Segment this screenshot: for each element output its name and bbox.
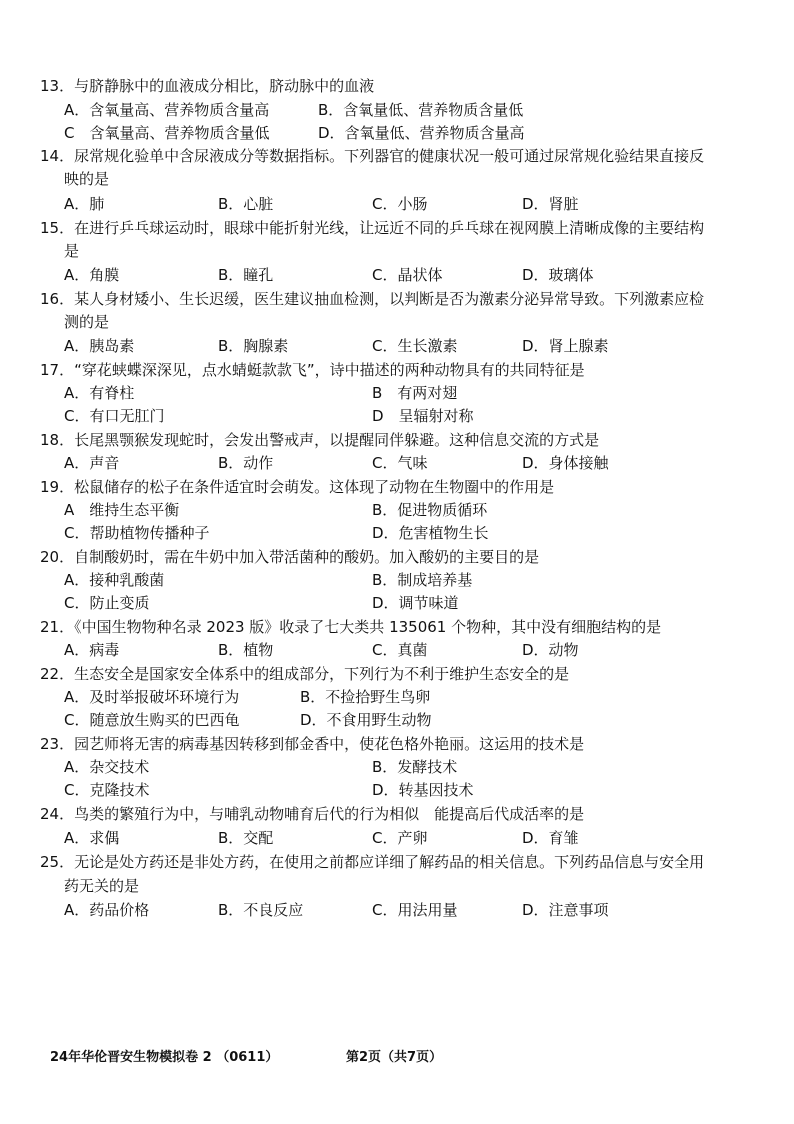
- question-25-option-a: A．药品价格: [64, 901, 150, 919]
- question-16-stem-cont: 测的是: [64, 313, 110, 331]
- footer-page-number: 第2页（共7页）: [346, 1050, 443, 1065]
- question-20-option-d: D．调节味道: [372, 594, 459, 612]
- question-16-option-d: D．肾上腺素: [522, 337, 609, 355]
- question-14-stem-cont: 映的是: [64, 170, 110, 188]
- question-24-option-a: A．求偶: [64, 829, 120, 847]
- question-25-option-b: B．不良反应: [218, 901, 304, 919]
- question-15-option-b: B．瞳孔: [218, 266, 274, 284]
- question-15-option-d: D．玻璃体: [522, 266, 594, 284]
- question-16-option-c: C．生长激素: [372, 337, 458, 355]
- question-13-stem: 13．与脐静脉中的血液成分相比，脐动脉中的血液: [40, 77, 375, 95]
- question-23-option-d: D．转基因技术: [372, 781, 474, 799]
- question-18-stem: 18．长尾黑颚猴发现蛇时，会发出警戒声，以提醒同伴躲避。这种信息交流的方式是: [40, 431, 600, 449]
- question-20-option-c: C．防止变质: [64, 594, 150, 612]
- question-17-option-c: C．有口无肛门: [64, 407, 165, 425]
- question-14-option-a: A．肺: [64, 195, 105, 213]
- question-25-stem: 25．无论是处方药还是非处方药，在使用之前都应详细了解药品的相关信息。下列药品信息与安全用: [40, 853, 705, 871]
- question-14-stem: 14．尿常规化验单中含尿液成分等数据指标。下列器官的健康状况一般可通过尿常规化验结果直接反: [40, 147, 705, 165]
- question-24-option-c: C．产卵: [372, 829, 428, 847]
- question-22-option-c: C．随意放生购买的巴西龟: [64, 711, 240, 729]
- question-13-option-b: B．含氧量低、营养物质含量低: [318, 101, 524, 119]
- question-21-stem: 21．《中国生物物种名录 2023 版》收录了七大类共 135061 个物种，其中没有细胞结构的是: [40, 618, 662, 636]
- question-19-option-a: A 维持生态平衡: [64, 501, 180, 519]
- question-23-option-b: B．发酵技术: [372, 758, 458, 776]
- question-18-option-b: B．动作: [218, 454, 274, 472]
- question-18-option-d: D．身体接触: [522, 454, 609, 472]
- question-19-stem: 19．松鼠储存的松子在条件适宜时会萌发。这体现了动物在生物圈中的作用是: [40, 478, 555, 496]
- footer-exam-title: 24年华伦晋安生物模拟卷 2 （0611）: [50, 1050, 279, 1065]
- question-17-option-a: A．有脊柱: [64, 384, 135, 402]
- question-16-option-a: A．胰岛素: [64, 337, 135, 355]
- question-16-option-b: B．胸腺素: [218, 337, 289, 355]
- question-17-option-b: B 有两对翅: [372, 384, 458, 402]
- question-16-stem: 16．某人身材矮小、生长迟缓，医生建议抽血检测，以判断是否为激素分泌异常导致。下列激素应检: [40, 290, 705, 308]
- question-17-option-d: D 呈辐射对称: [372, 407, 474, 425]
- question-24-option-b: B．交配: [218, 829, 274, 847]
- question-25-option-d: D．注意事项: [522, 901, 609, 919]
- question-24-stem: 24．鸟类的繁殖行为中，与哺乳动物哺育后代的行为相似 能提高后代成活率的是: [40, 805, 585, 823]
- question-22-option-a: A．及时举报破坏环境行为: [64, 688, 240, 706]
- question-19-option-d: D．危害植物生长: [372, 524, 489, 542]
- question-19-option-c: C．帮助植物传播种子: [64, 524, 210, 542]
- question-22-option-d: D．不食用野生动物: [300, 711, 432, 729]
- question-21-option-b: B．植物: [218, 641, 274, 659]
- question-18-option-c: C．气味: [372, 454, 428, 472]
- question-15-option-a: A．角膜: [64, 266, 120, 284]
- question-25-option-c: C．用法用量: [372, 901, 458, 919]
- question-22-stem: 22．生态安全是国家安全体系中的组成部分，下列行为不利于维护生态安全的是: [40, 665, 570, 683]
- question-13-option-d: D．含氧量低、营养物质含量高: [318, 124, 525, 142]
- question-22-option-b: B．不捡拾野生鸟卵: [300, 688, 431, 706]
- question-23-option-a: A．杂交技术: [64, 758, 150, 776]
- question-13-option-c: C 含氧量高、营养物质含量低: [64, 124, 270, 142]
- question-23-option-c: C．克隆技术: [64, 781, 150, 799]
- question-15-option-c: C．晶状体: [372, 266, 443, 284]
- question-20-stem: 20．自制酸奶时，需在牛奶中加入带活菌种的酸奶。加入酸奶的主要目的是: [40, 548, 540, 566]
- question-13-option-a: A．含氧量高、营养物质含量高: [64, 101, 270, 119]
- question-25-stem-cont: 药无关的是: [64, 877, 140, 895]
- question-14-option-c: C．小肠: [372, 195, 428, 213]
- question-19-option-b: B．促进物质循环: [372, 501, 488, 519]
- question-20-option-a: A．接种乳酸菌: [64, 571, 165, 589]
- question-21-option-a: A．病毒: [64, 641, 120, 659]
- question-15-stem-cont: 是: [64, 242, 80, 260]
- question-21-option-c: C．真菌: [372, 641, 428, 659]
- question-23-stem: 23．园艺师将无害的病毒基因转移到郁金香中，使花色格外艳丽。这运用的技术是: [40, 735, 585, 753]
- question-14-option-b: B．心脏: [218, 195, 274, 213]
- question-20-option-b: B．制成培养基: [372, 571, 473, 589]
- question-24-option-d: D．育雏: [522, 829, 579, 847]
- question-17-stem: 17．“穿花蛱蝶深深见，点水蜻蜓款款飞”，诗中描述的两种动物具有的共同特征是: [40, 361, 585, 379]
- question-21-option-d: D．动物: [522, 641, 579, 659]
- question-14-option-d: D．肾脏: [522, 195, 579, 213]
- question-18-option-a: A．声音: [64, 454, 120, 472]
- question-15-stem: 15．在进行乒乓球运动时，眼球中能折射光线，让远近不同的乒乓球在视网膜上清晰成像的主要结构: [40, 219, 705, 237]
